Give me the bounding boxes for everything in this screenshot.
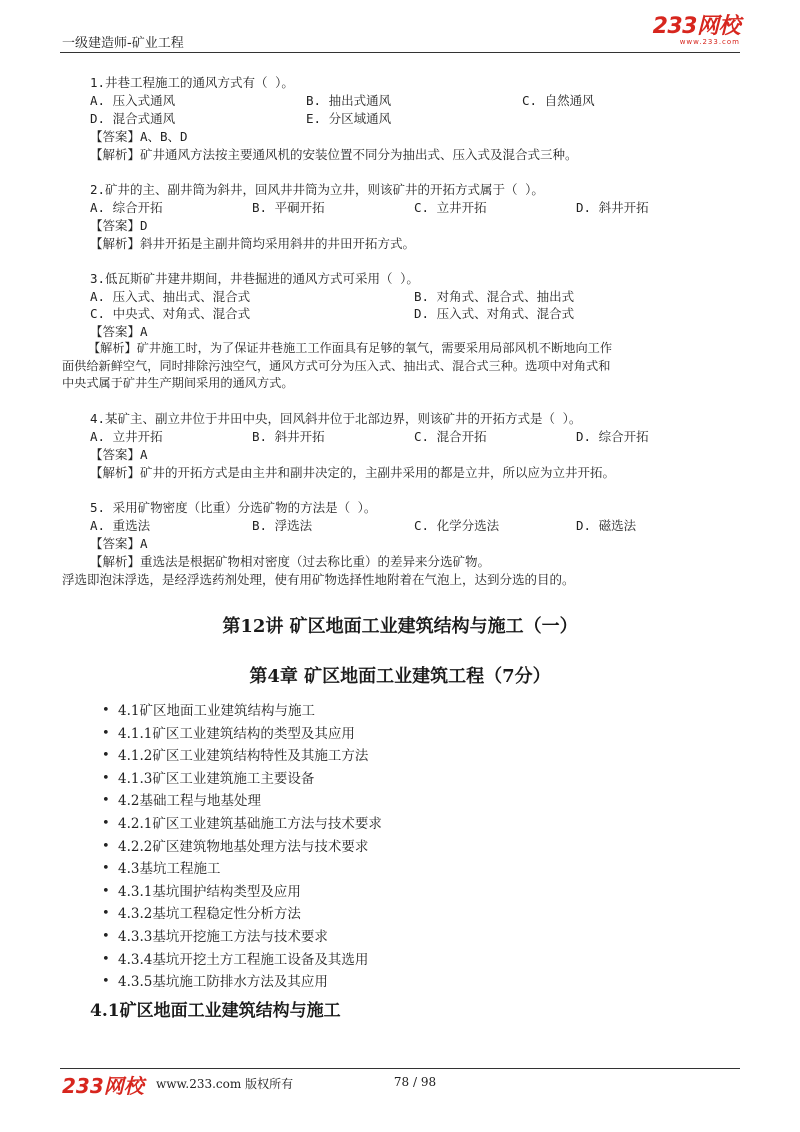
toc-item: • 4.2.2矿区建筑物地基处理方法与技术要求 <box>102 836 382 859</box>
analysis: 【解析】矿井施工时，为了保证井巷施工工作面具有足够的氧气，需要采用局部风机不断地向工作 <box>88 341 613 355</box>
answer: 【答案】D <box>90 218 148 233</box>
analysis: 【解析】斜井开拓是主副井筒均采用斜井的井田开拓方式。 <box>90 236 416 251</box>
analysis: 【解析】重选法是根据矿物相对密度（过去称比重）的差异来分选矿物。 <box>90 553 491 569</box>
analysis: 【解析】矿井的开拓方式是由主井和副井决定的，主副井采用的都是立井，所以应为立井开拓。 <box>90 464 616 480</box>
option-c: C. 自然通风 <box>522 93 595 108</box>
brand-logo-text: 233网校 <box>652 14 740 39</box>
option-a: A. 重选法 <box>90 517 151 533</box>
footer-copyright: www.233.com 版权所有 <box>156 1077 294 1091</box>
option-c: C. 立井开拓 <box>414 200 487 215</box>
toc-item: • 4.1.2矿区工业建筑结构特性及其施工方法 <box>102 745 382 768</box>
question-options <box>90 428 740 446</box>
question-4 <box>90 410 740 482</box>
footer-logo: 233网校 <box>62 1074 144 1098</box>
question-5 <box>62 499 740 589</box>
toc-item: • 4.3.3基坑开挖施工方法与技术要求 <box>102 926 382 949</box>
option-b: B. 抽出式通风 <box>306 93 392 108</box>
question-options <box>90 517 740 535</box>
toc-item: • 4.1矿区地面工业建筑结构与施工 <box>102 700 382 723</box>
analysis: 中央式属于矿井生产期间采用的通风方式。 <box>62 376 294 390</box>
page-number: 78 / 98 <box>393 1075 437 1089</box>
option-d: D. 压入式、对角式、混合式 <box>414 306 575 321</box>
answer: 【答案】A <box>90 446 148 462</box>
option-c: C. 混合开拓 <box>414 428 487 444</box>
question-2 <box>90 181 740 253</box>
toc-item: • 4.3.5基坑施工防排水方法及其应用 <box>102 971 382 994</box>
option-d: D. 混合式通风 <box>90 111 176 126</box>
option-a: A. 压入式、抽出式、混合式 <box>90 288 251 304</box>
question-options <box>90 92 740 110</box>
option-a: A. 压入式通风 <box>90 93 176 108</box>
option-b: B. 平硐开拓 <box>252 200 325 215</box>
toc-item: • 4.2基础工程与地基处理 <box>102 790 382 813</box>
toc-item: • 4.2.1矿区工业建筑基础施工方法与技术要求 <box>102 813 382 836</box>
toc-item: • 4.3.1基坑围护结构类型及应用 <box>102 881 382 904</box>
toc-item: • 4.3基坑工程施工 <box>102 858 382 881</box>
answer: 【答案】A <box>90 535 148 551</box>
option-e: E. 分区域通风 <box>306 111 392 126</box>
question-stem: 3.低瓦斯矿井建井期间，井巷掘进的通风方式可采用（ ）。 <box>90 271 419 286</box>
answer: 【答案】A、B、D <box>90 129 188 144</box>
footer-divider <box>60 1068 740 1069</box>
toc-item: • 4.3.2基坑工程稳定性分析方法 <box>102 903 382 926</box>
section-title: 4.1矿区地面工业建筑结构与施工 <box>90 1001 341 1021</box>
question-stem: 4.某矿主、副立井位于井田中央，回风斜井位于北部边界，则该矿井的开拓方式是（ ）。 <box>90 410 582 426</box>
toc-item: • 4.1.3矿区工业建筑施工主要设备 <box>102 768 382 791</box>
question-1 <box>90 74 740 164</box>
question-list <box>62 74 740 606</box>
answer: 【答案】A <box>90 323 148 339</box>
toc-item: • 4.3.4基坑开挖土方工程施工设备及其选用 <box>102 949 382 972</box>
toc-item: • 4.1.1矿区工业建筑结构的类型及其应用 <box>102 723 382 746</box>
chapter-title: 第4章 矿区地面工业建筑工程（7分） <box>249 666 551 687</box>
question-stem: 1.井巷工程施工的通风方式有（ ）。 <box>90 75 294 90</box>
option-a: A. 立井开拓 <box>90 428 163 444</box>
question-options <box>90 305 740 323</box>
header-divider <box>60 52 740 53</box>
lecture-title: 第12讲 矿区地面工业建筑结构与施工（一） <box>222 616 578 637</box>
option-d: D. 综合开拓 <box>576 428 649 444</box>
option-b: B. 对角式、混合式、抽出式 <box>414 288 575 304</box>
option-c: C. 中央式、对角式、混合式 <box>90 306 251 321</box>
option-d: D. 磁选法 <box>576 517 637 533</box>
header-title: 一级建造师-矿业工程 <box>62 36 184 51</box>
option-c: C. 化学分选法 <box>414 517 500 533</box>
analysis: 【解析】矿井通风方法按主要通风机的安装位置不同分为抽出式、压入式及混合式三种。 <box>90 147 578 162</box>
toc-list <box>102 700 382 994</box>
analysis: 面供给新鲜空气，同时排除污浊空气，通风方式可分为压入式、抽出式、混合式三种。选项中对角式和 <box>62 358 611 373</box>
option-d: D. 斜井开拓 <box>576 200 649 215</box>
option-a: A. 综合开拓 <box>90 200 163 215</box>
question-options <box>90 288 740 306</box>
question-options <box>90 110 740 128</box>
brand-logo <box>653 16 740 47</box>
question-stem: 2.矿井的主、副井筒为斜井，回风井井筒为立井，则该矿井的开拓方式属于（ ）。 <box>90 182 544 197</box>
option-b: B. 斜井开拓 <box>252 428 325 444</box>
option-b: B. 浮选法 <box>252 517 313 533</box>
analysis: 浮选即泡沫浮选，是经浮选药剂处理，使有用矿物选择性地附着在气泡上，达到分选的目的。 <box>62 571 575 587</box>
question-stem: 5. 采用矿物密度（比重）分选矿物的方法是（ ）。 <box>90 499 377 515</box>
question-options <box>90 199 740 217</box>
brand-logo-url: www.233.com <box>679 38 740 46</box>
question-3 <box>62 270 740 393</box>
